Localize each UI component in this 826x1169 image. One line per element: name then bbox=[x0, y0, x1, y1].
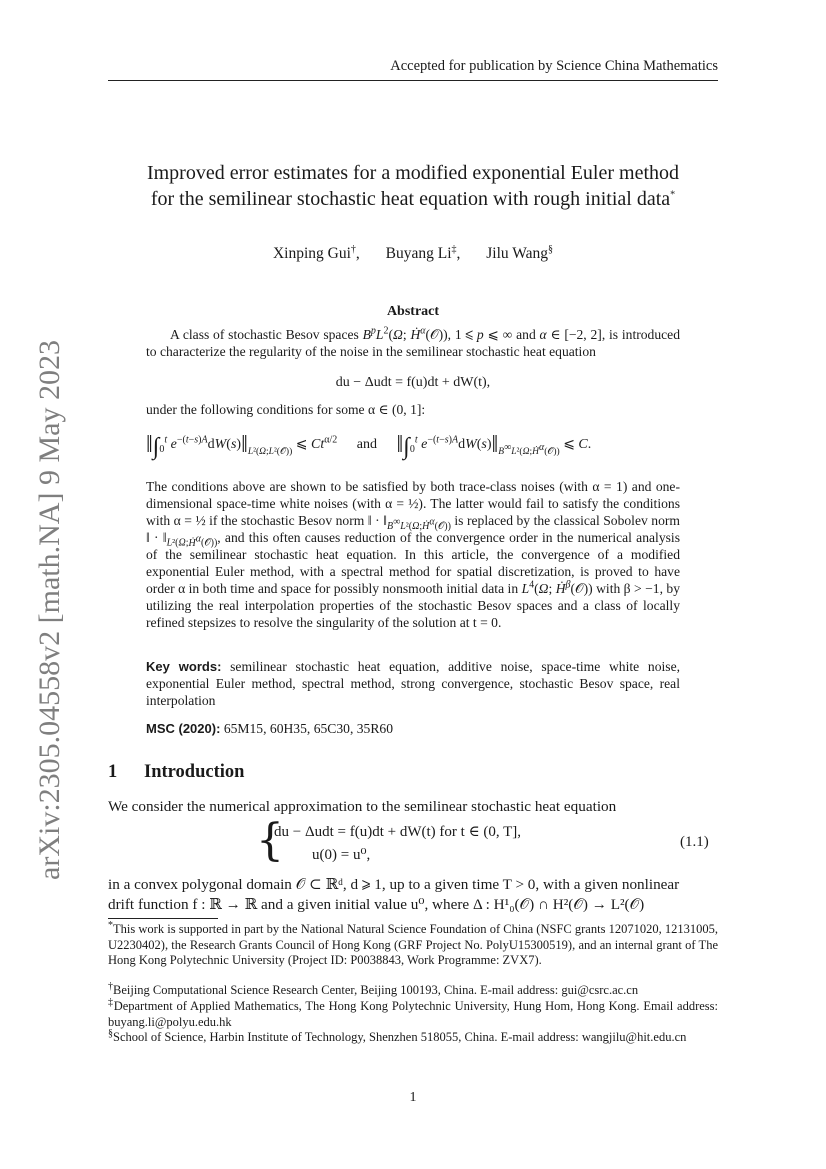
intro-paragraph: We consider the numerical approximation to the semilinear stochastic heat equation bbox=[108, 798, 617, 815]
conditions-intro: under the following conditions for some α ∈ (0, 1]: bbox=[146, 402, 426, 417]
author: Buyang Li‡, bbox=[385, 243, 461, 262]
footnote: ‡Department of Applied Mathematics, The Hong Kong Polytechnic University, Hung Hom, Hong Kong. Email address: buyang.li@polyu.edu.hk bbox=[108, 996, 718, 1029]
msc-text: 65M15, 60H35, 65C30, 35R60 bbox=[223, 721, 394, 736]
intro-continuation-line-1: in a convex polygonal domain 𝒪 ⊂ ℝᵈ, d ⩾ 1, up to a given time T > 0, with a given nonlinear bbox=[108, 876, 680, 893]
footnote: §School of Science, Harbin Institute of Technology, Shenzhen 518055, China. E-mail address: wangjilu@hit.edu.cn bbox=[108, 1027, 687, 1044]
and-word: and bbox=[356, 437, 377, 452]
abstract-body: The conditions above are shown to be satisfied by both trace-class noises (with α = 1) and one-dimensional space-time white noises (with α = ½). The latter would fail to satisfy the conditions with α = ½ if the stochastic Besov norm ‖ · $‖_{B^\infty L^2(\Omega;Ḣ^\alpha(𝒪))}$ is replaced by the classical Sobolev norm ‖ · $‖_{L^2(\Omega;Ḣ^\alpha(𝒪))}$, and this often causes reduction of the convergence order in the numerical analysis of the semilinear stochastic heat equation. In this article, the convergence of a modified exponential Euler method, with a spectral method for spatial discretization, is proved to have order α in both time and space for possibly nonsmooth initial data in $L^4(\Omega$; Ḣ$^\beta$(𝒪)) with β > −1, by utilizing the real interpolation properties of the stochastic Besov spaces and a class of locally refined stepsizes to resolve the singularity of the solution at t = 0. bbox=[146, 479, 680, 630]
msc-classification bbox=[146, 720, 680, 737]
keywords-text: semilinear stochastic heat equation, additive noise, space-time white noise, exponential Euler method, spectral method, strong convergence, stochastic Besov space, real interpolation bbox=[146, 659, 680, 708]
abstract-intro: A class of stochastic Besov spaces $B^pL^2(\Omega$; Ḣ$^\alpha$(𝒪)), 1 ⩽ p ⩽ ∞ and α ∈ [−2, 2], is introduced to characterize the regularity of the noise in the semilinear stochastic heat equation bbox=[146, 325, 681, 359]
footnote: *This work is supported in part by the National Natural Science Foundation of China (NSFC grants 12071020, 12131005, U2230402), the Research Grants Council of Hong Kong (GRF Project No. PolyU15300519), and an internal grant of The Hong Kong Polytechnic University (Project ID: P0038843, Work Programme: ZVX7). bbox=[108, 919, 718, 967]
equation-row-1: du − Δudt = f(u)dt + dW(t) for t ∈ (0, T], bbox=[274, 824, 522, 840]
equation-row-2: u(0) = u⁰, bbox=[312, 847, 371, 863]
section-title: Introduction bbox=[144, 762, 245, 782]
section-number: 1 bbox=[108, 762, 118, 782]
title-line-1: Improved error estimates for a modified exponential Euler method bbox=[146, 162, 680, 184]
running-header: Accepted for publication by Science China Mathematics bbox=[108, 58, 718, 81]
author: Xinping Gui†, bbox=[272, 243, 360, 262]
abstract-equation: du − Δudt = f(u)dt + dW(t), bbox=[335, 375, 491, 390]
author: Jilu Wang§ bbox=[486, 243, 554, 262]
intro-continuation bbox=[108, 875, 718, 914]
arxiv-identifier[interactable]: arXiv:2305.04558v2 [math.NA] 9 May 2023 bbox=[33, 340, 66, 880]
paper-title bbox=[108, 160, 718, 212]
keywords-label: Key words: bbox=[146, 659, 222, 674]
equation-number: (1.1) bbox=[680, 834, 709, 850]
msc-label: MSC (2020): bbox=[146, 721, 221, 736]
footnote: †Beijing Computational Science Research Center, Beijing 100193, China. E-mail address: gui@csrc.ac.cn bbox=[108, 980, 639, 997]
author-list bbox=[108, 245, 718, 263]
title-footnote-mark: * bbox=[670, 189, 676, 201]
keywords bbox=[146, 658, 680, 709]
conditions-equation: $‖\int_0^t$ $e^{-(t-s)A}dW(s)‖_{L^2(\Omega;L^2(𝒪))}$ ⩽ $Ct^{\alpha/2}$ and $‖\int_0^t$ $e^{-(t-s)A}dW(s)‖_{B^\infty L^2(\Omega;Ḣ^\alpha(𝒪))}$ ⩽ C. bbox=[146, 432, 592, 460]
page-number: 1 bbox=[409, 1090, 417, 1105]
footnote-rule bbox=[108, 918, 218, 919]
intro-continuation-line-2: drift function f : ℝ → ℝ and a given initial value u⁰, where Δ : H¹₀(𝒪) ∩ H²(𝒪) → L²(𝒪) bbox=[108, 895, 645, 913]
title-line-2: for the semilinear stochastic heat equation with rough initial data* bbox=[150, 188, 676, 210]
section-heading bbox=[108, 762, 244, 783]
abstract-heading: Abstract bbox=[386, 304, 440, 319]
